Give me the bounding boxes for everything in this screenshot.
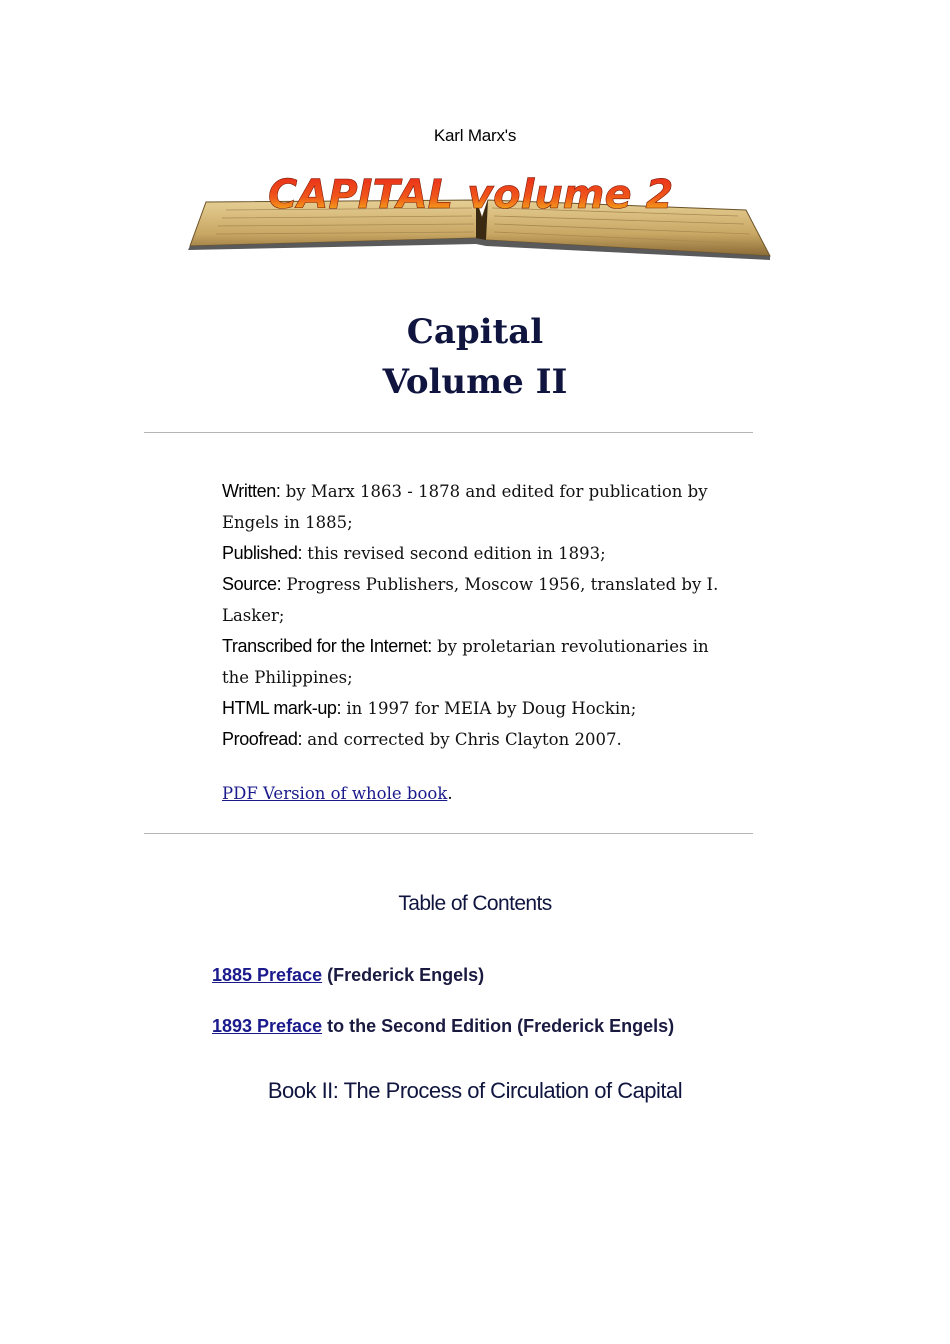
divider-top — [144, 432, 753, 433]
transcribed-text: by proletarian revolutionaries in the Philippines; — [222, 637, 709, 687]
page-title-line2: Volume II — [382, 362, 568, 402]
toc-item-1893-preface — [212, 1016, 674, 1037]
source-text: Progress Publishers, Moscow 1956, translated by I. Lasker; — [222, 575, 719, 625]
published-label: Published: — [222, 543, 303, 563]
toc-item-1885-preface — [212, 965, 484, 986]
markup-label: HTML mark-up: — [222, 698, 342, 718]
divider-bottom — [144, 833, 753, 834]
page-title-line1: Capital — [406, 312, 544, 352]
written-text: by Marx 1863 - 1878 and edited for publication by Engels in 1885; — [222, 482, 708, 532]
pdf-suffix: . — [447, 784, 453, 803]
preface-1885-link[interactable]: 1885 Preface — [212, 965, 323, 985]
svg-text:CAPITAL volume 2: CAPITAL volume 2 — [268, 172, 674, 218]
capital-volume-2-banner — [186, 166, 772, 264]
preface-1893-text: to the Second Edition (Frederick Engels) — [322, 1016, 675, 1036]
author-byline: Karl Marx's — [433, 126, 517, 145]
transcribed-label: Transcribed for the Internet: — [222, 636, 432, 656]
preface-1893-link[interactable]: 1893 Preface — [212, 1016, 323, 1036]
book-2-heading: Book II: The Process of Circulation of Capital — [267, 1078, 683, 1103]
proofread-text: and corrected by Chris Clayton 2007. — [302, 730, 622, 749]
pdf-version-link[interactable]: PDF Version of whole book — [222, 784, 448, 803]
written-label: Written: — [222, 481, 281, 501]
publication-info — [222, 476, 722, 755]
published-text: this revised second edition in 1893; — [302, 544, 606, 563]
toc-heading: Table of Contents — [398, 892, 552, 915]
markup-text: in 1997 for MEIA by Doug Hockin; — [341, 699, 637, 718]
proofread-label: Proofread: — [222, 729, 303, 749]
source-label: Source: — [222, 574, 282, 594]
preface-1885-text: (Frederick Engels) — [322, 965, 485, 985]
pdf-line — [222, 778, 453, 809]
